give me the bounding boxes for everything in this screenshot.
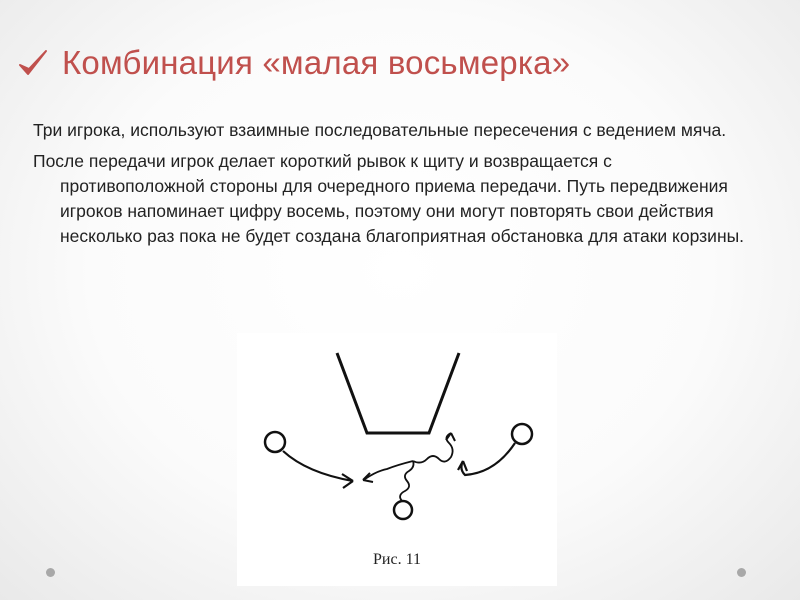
check-icon xyxy=(18,48,48,78)
play-diagram-figure xyxy=(237,333,557,586)
player-right xyxy=(512,424,532,444)
basket-key-shape xyxy=(337,353,459,433)
nav-prev-icon[interactable] xyxy=(46,568,55,577)
path-left-player xyxy=(283,451,353,481)
dribble-path-bottom xyxy=(400,461,413,501)
play-diagram xyxy=(237,333,557,586)
arrow-center-up xyxy=(446,433,455,441)
path-right-player xyxy=(461,443,515,475)
paragraph-2: После передачи игрок делает короткий рывок к щиту и возвращается с противоположной стороны для очередного приема передачи. Путь передвижения игроков напоминает цифру восемь, поэтому они могут повторять свои действия несколько раз пока не будет создана благоприятная обстановка для атаки корзины. xyxy=(33,151,745,246)
slide-body xyxy=(33,118,753,255)
slide-title: Комбинация «малая восьмерка» xyxy=(62,44,571,81)
title-row xyxy=(18,40,570,86)
figure-caption: Рис. 11 xyxy=(373,551,421,568)
player-bottom xyxy=(394,501,412,519)
nav-next-icon[interactable] xyxy=(737,568,746,577)
player-left xyxy=(265,432,285,452)
paragraph-1: Три игрока, используют взаимные последовательные пересечения с ведением мяча. xyxy=(33,120,727,140)
